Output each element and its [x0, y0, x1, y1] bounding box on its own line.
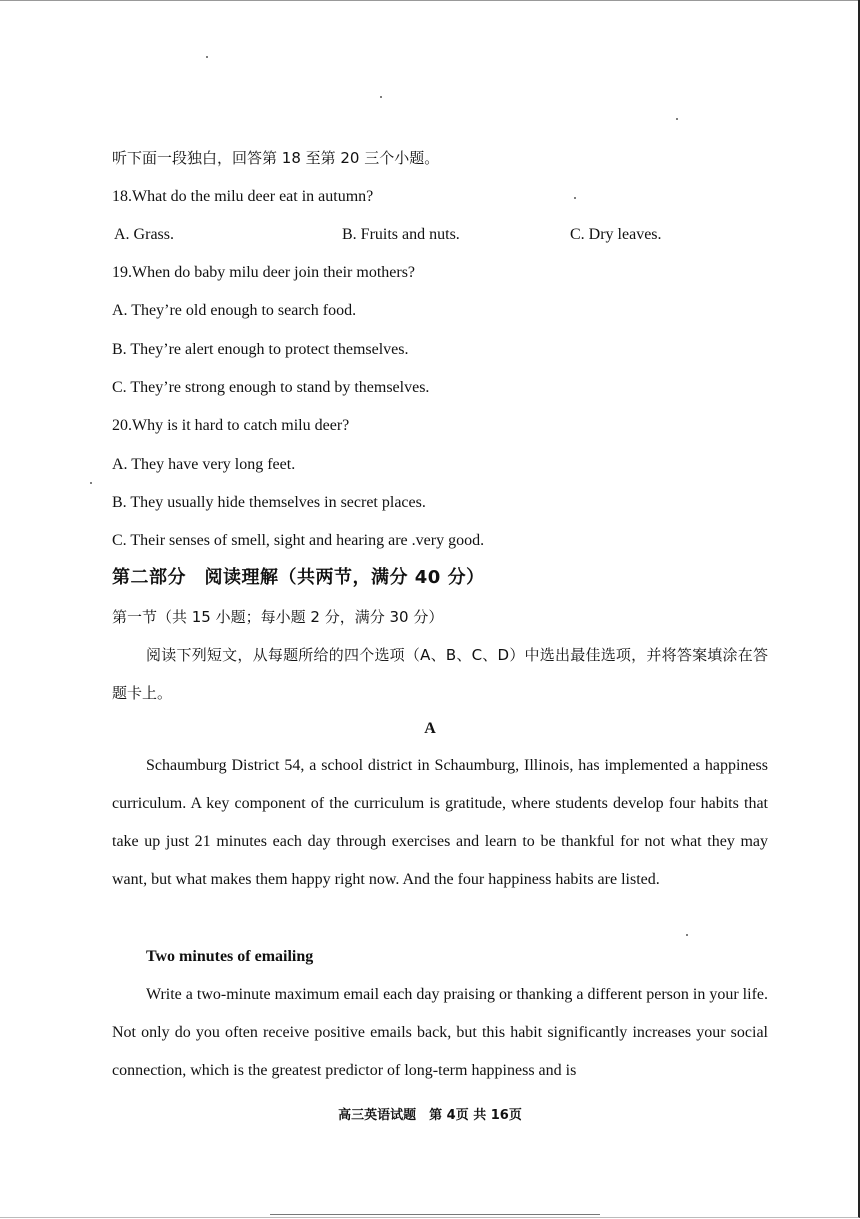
section-one-title: 第一节（共 15 小题；每小题 2 分，满分 30 分）: [112, 608, 444, 626]
option-c: C. They’re strong enough to stand by themselves.: [112, 379, 430, 396]
part-two-title: 第二部分 阅读理解（共两节，满分 40 分）: [112, 567, 485, 588]
option-c: C. Dry leaves.: [570, 226, 662, 243]
option-a: A. Grass.: [114, 226, 174, 243]
scan-speck: [686, 934, 688, 936]
passage-subheading: Two minutes of emailing: [146, 948, 314, 965]
scan-speck: [676, 118, 678, 120]
option-b: B. They usually hide themselves in secret places.: [112, 494, 426, 511]
scan-speck: [380, 96, 382, 98]
passage-paragraph: Write a two-minute maximum email each day praising or thanking a different person in your life. Not only do you often receive positive emails back, but this habit significantly increases your social connection, which is the greatest predictor of long-term happiness and is: [112, 986, 768, 1079]
scan-speck: [90, 482, 92, 484]
option-b: B. Fruits and nuts.: [342, 226, 460, 243]
scan-speck: [574, 197, 576, 199]
question-20-stem: 20.Why is it hard to catch milu deer?: [112, 417, 350, 434]
scan-top-edge: [0, 0, 860, 1]
listening-instruction: 听下面一段独白，回答第 18 至第 20 三个小题。: [112, 149, 440, 167]
question-19-stem: 19.When do baby milu deer join their mothers?: [112, 264, 416, 281]
reading-directions: 阅读下列短文，从每题所给的四个选项（A、B、C、D）中选出最佳选项，并将答案填涂在答题卡上。: [112, 646, 768, 702]
question-18-stem: 18.What do the milu deer eat in autumn?: [112, 188, 374, 205]
page-footer: 高三英语试题 第 4页 共 16页: [338, 1108, 522, 1123]
passage-letter: A: [424, 720, 436, 737]
option-a: A. They have very long feet.: [112, 456, 296, 473]
passage-paragraph: Schaumburg District 54, a school district in Schaumburg, Illinois, has implemented a happiness curriculum. A key component of the curriculum is gratitude, where students develop four habits that take up just 21 minutes each day through exercises and learn to be thankful for not what they may want, but what makes them happy right now. And the four happiness habits are listed.: [112, 757, 768, 888]
option-a: A. They’re old enough to search food.: [112, 302, 357, 319]
scan-bottom-edge: [270, 1214, 600, 1215]
question-18-options: [112, 225, 752, 245]
option-c: C. Their senses of smell, sight and hearing are .very good.: [112, 532, 485, 549]
scan-speck: [206, 56, 208, 58]
option-b: B. They’re alert enough to protect themselves.: [112, 341, 409, 358]
